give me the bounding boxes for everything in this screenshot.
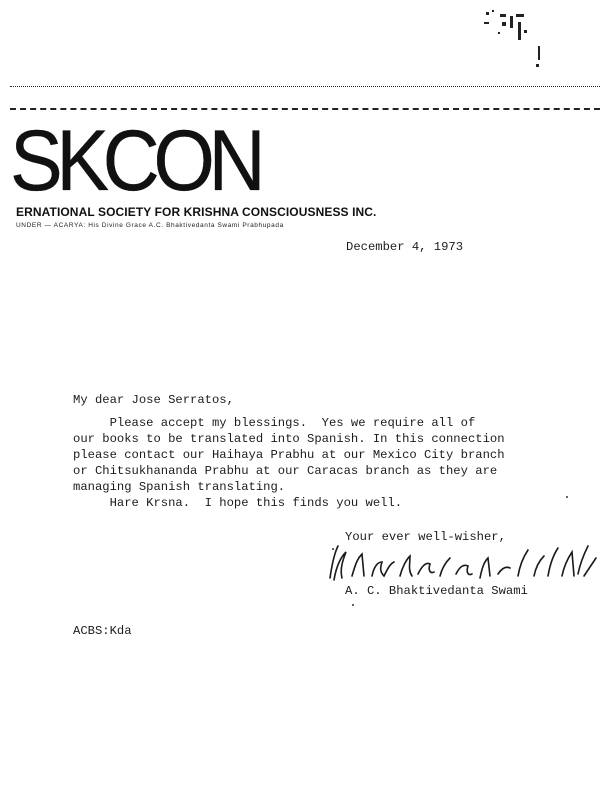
letter-date: December 4, 1973 <box>346 240 464 254</box>
signatory-name: A. C. Bhaktivedanta Swami <box>345 584 528 598</box>
paragraph-line: Please accept my blessings. Yes we require all of <box>73 416 476 430</box>
founder-acarya-line: UNDER — ACARYA: His Divine Grace A.C. Bhaktivedanta Swami Prabhupada <box>16 222 284 229</box>
paper-speck <box>332 548 334 550</box>
paper-speck <box>352 604 354 606</box>
header-rule-top <box>10 86 600 87</box>
paper-speck <box>566 496 568 498</box>
reference-initials: ACBS:Kda <box>73 624 132 638</box>
paragraph-line: please contact our Haihaya Prabhu at our Mexico City branch <box>73 448 505 462</box>
salutation: My dear Jose Serratos, <box>73 393 234 407</box>
iskcon-logo: SKCON <box>10 113 260 209</box>
organization-name: ERNATIONAL SOCIETY FOR KRISHNA CONSCIOUSNESS INC. <box>16 205 377 219</box>
paragraph-line: Hare Krsna. I hope this finds you well. <box>73 496 403 510</box>
closing: Your ever well-wisher, <box>345 530 506 544</box>
handwritten-signature <box>322 540 602 588</box>
archive-stamp-mark <box>478 2 558 72</box>
paragraph-line: or Chitsukhananda Prabhu at our Caracas branch as they are <box>73 464 498 478</box>
paragraph-line: our books to be translated into Spanish. In this connection <box>73 432 505 446</box>
header-rule-bottom <box>10 108 600 110</box>
paragraph-line: managing Spanish translating. <box>73 480 286 494</box>
